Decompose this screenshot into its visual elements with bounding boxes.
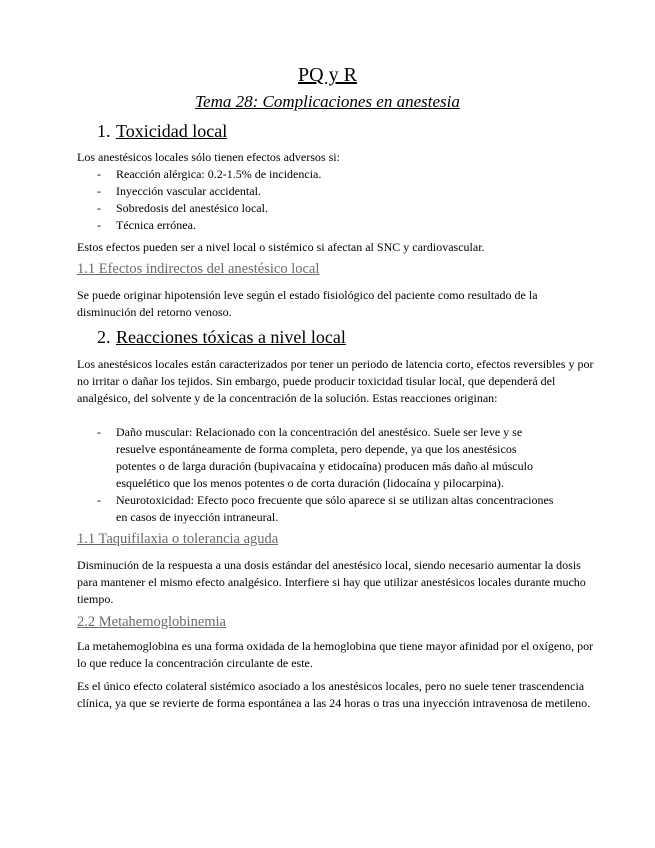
section-2-2-heading: 2.2 Metahemoglobinemia: [77, 614, 226, 630]
bullet-dash: -: [97, 201, 101, 215]
bullet-dash: -: [97, 493, 101, 507]
bullet-dash: -: [97, 218, 101, 232]
section-2-1-heading: 1.1 Taquifilaxia o tolerancia aguda: [77, 531, 279, 547]
list-item-text: Reacción alérgica: 0.2-1.5% de incidencia.: [116, 167, 322, 181]
section-1-number: 1.: [97, 121, 111, 141]
section-2-title: Reacciones tóxicas a nivel local: [116, 327, 346, 347]
section-1-1-text: Se puede originar hipotensión leve según el estado fisiológico del paciente como resultado de la disminución del retorno venoso.: [77, 288, 538, 319]
document-subtitle: Tema 28: Complicaciones en anestesia: [195, 92, 460, 111]
section-2-2-text-2: Es el único efecto colateral sistémico asociado a los anestésicos locales, pero no suele tener trascendencia clínica, ya que se revierte de forma espontánea a las 24 horas o tras una inyección intravenosa de metileno.: [77, 679, 591, 710]
section-2-intro: Los anestésicos locales están caracterizados por tener un periodo de latencia corto, efectos reversibles y por no irritar o dañar los tejidos. Sin embargo, puede producir toxicidad tisular local, que dependerá del analgésico, del solvente y de la concentración de la solución. Estas reacciones originan:: [77, 357, 594, 405]
bullet-dash: -: [97, 167, 101, 181]
document-title: PQ y R: [298, 64, 357, 86]
list-item-text: Neurotoxicidad: Efecto poco frecuente que sólo aparece si se utilizan altas concentraciones en casos de inyección intraneural.: [116, 493, 554, 524]
section-1-title: Toxicidad local: [116, 121, 228, 141]
bullet-dash: -: [97, 425, 101, 439]
list-item-text: Sobredosis del anestésico local.: [116, 201, 268, 215]
section-2-2-text-1: La metahemoglobina es una forma oxidada de la hemoglobina que tiene mayor afinidad por el oxígeno, por lo que reduce la concentración circulante de este.: [77, 639, 594, 670]
bullet-dash: -: [97, 184, 101, 198]
list-item-text: Técnica errónea.: [116, 218, 196, 232]
section-1-intro: Los anestésicos locales sólo tienen efectos adversos si:: [77, 150, 340, 164]
list-item-text: Daño muscular: Relacionado con la concentración del anestésico. Suele ser leve y se resuelve espontáneamente de forma completa, pero depende, ya que los anestésicos potentes o de larga duración (bupivacaína y etidocaína) producen más daño al músculo esquelético que los menos potentes o de corta duración (lidocaína y pilocarpina).: [116, 425, 533, 490]
section-1-1-heading: 1.1 Efectos indirectos del anestésico local: [77, 261, 320, 277]
list-item-text: Inyección vascular accidental.: [116, 184, 261, 198]
section-2-1-text: Disminución de la respuesta a una dosis estándar del anestésico local, siendo necesario aumentar la dosis para mantener el mismo efecto analgésico. Interfiere si hay que utilizar anestésicos locales durante mucho tiempo.: [77, 558, 586, 606]
section-1-after: Estos efectos pueden ser a nivel local o sistémico si afectan al SNC y cardiovascular.: [77, 240, 485, 254]
section-2-number: 2.: [97, 327, 111, 347]
